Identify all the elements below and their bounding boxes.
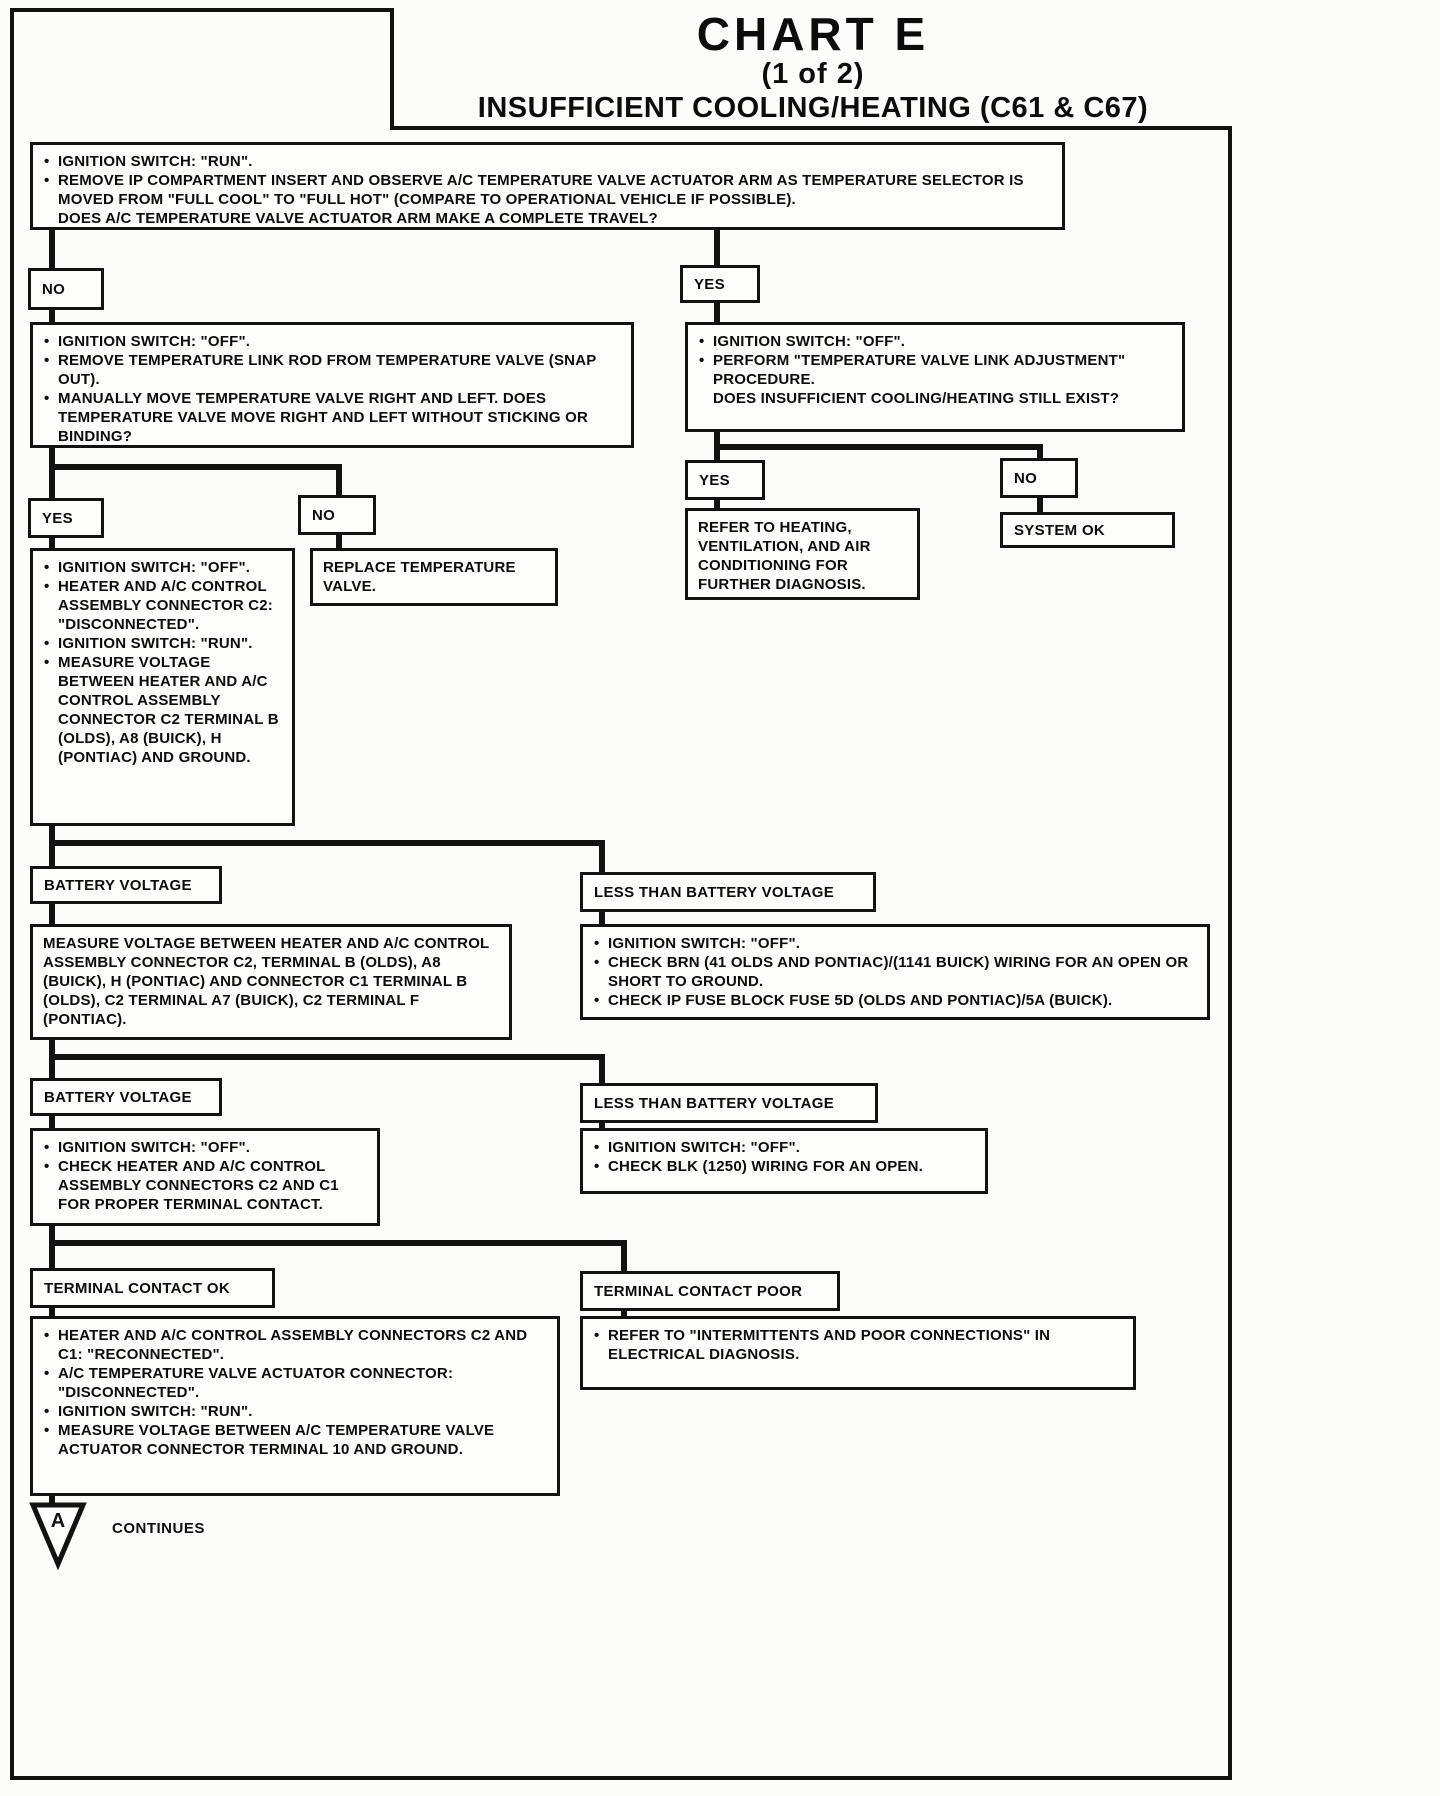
flow-line <box>714 303 720 322</box>
node-replace-valve <box>310 548 558 606</box>
chart-title-box <box>390 8 1232 130</box>
flow-line <box>49 228 55 268</box>
node-text: • REFER TO "INTERMITTENTS AND POOR CONNECTIONS" IN ELECTRICAL DIAGNOSIS. <box>593 1326 1123 1364</box>
node-text: • PERFORM "TEMPERATURE VALVE LINK ADJUSTMENT" PROCEDURE. <box>698 351 1172 389</box>
chart-title: CHART E <box>696 7 930 60</box>
result-label-text: TERMINAL CONTACT OK <box>44 1279 230 1297</box>
node-measure-c2-c1 <box>30 924 512 1040</box>
result-label-terminal-contact-poor <box>580 1271 840 1311</box>
flow-line <box>336 535 342 548</box>
decision-label-text: YES <box>694 275 725 293</box>
result-label-battery-voltage-1 <box>30 866 222 904</box>
result-label-terminal-contact-ok <box>30 1268 275 1308</box>
result-label-text: TERMINAL CONTACT POOR <box>594 1282 803 1300</box>
node-text: • IGNITION SWITCH: "OFF". <box>698 332 1172 351</box>
result-label-battery-voltage-2 <box>30 1078 222 1116</box>
decision-label-text: NO <box>312 506 336 524</box>
result-label-text: LESS THAN BATTERY VOLTAGE <box>594 883 835 901</box>
node-measure-actuator-terminal10 <box>30 1316 560 1496</box>
connector-a-triangle <box>28 1500 88 1570</box>
decision-label-no-2 <box>1000 458 1078 498</box>
flow-line <box>49 1116 55 1128</box>
node-text: • CHECK BLK (1250) WIRING FOR AN OPEN. <box>593 1157 975 1176</box>
result-label-text: BATTERY VOLTAGE <box>44 1088 192 1106</box>
node-refer-hvac <box>685 508 920 600</box>
decision-label-text: NO <box>42 280 66 298</box>
node-text: • IGNITION SWITCH: "OFF". <box>593 1138 975 1157</box>
node-text: • IGNITION SWITCH: "OFF". <box>43 558 282 577</box>
node-question: DOES INSUFFICIENT COOLING/HEATING STILL EXIST? <box>713 390 1120 407</box>
node-text: • A/C TEMPERATURE VALVE ACTUATOR CONNECTOR: "DISCONNECTED". <box>43 1364 547 1402</box>
decision-label-text: NO <box>1014 469 1038 487</box>
node-text: • MANUALLY MOVE TEMPERATURE VALVE RIGHT AND LEFT. DOES TEMPERATURE VALVE MOVE RIGHT AND LEFT WITHOUT STICKING OR BINDING? <box>43 389 621 446</box>
node-check-blk-wiring <box>580 1128 988 1194</box>
chart-subtitle: INSUFFICIENT COOLING/HEATING (C61 & C67) <box>477 91 1149 124</box>
node-text: • IGNITION SWITCH: "RUN". <box>43 634 282 653</box>
node-text: • REMOVE TEMPERATURE LINK ROD FROM TEMPERATURE VALVE (SNAP OUT). <box>43 351 621 389</box>
node-text: • CHECK HEATER AND A/C CONTROL ASSEMBLY CONNECTORS C2 AND C1 FOR PROPER TERMINAL CONTACT. <box>43 1157 367 1214</box>
chart-page-number: (1 of 2) <box>761 57 865 90</box>
connector-a-letter: A <box>50 1510 66 1532</box>
node-refer-intermittents <box>580 1316 1136 1390</box>
flow-line <box>49 1226 55 1268</box>
node-question: DOES A/C TEMPERATURE VALVE ACTUATOR ARM MAKE A COMPLETE TRAVEL? <box>58 210 658 227</box>
decision-label-text: YES <box>699 471 730 489</box>
flow-line <box>49 538 55 548</box>
flow-line <box>1037 498 1043 512</box>
flow-line <box>49 1240 627 1246</box>
node-text: MEASURE VOLTAGE BETWEEN HEATER AND A/C CONTROL ASSEMBLY CONNECTOR C2, TERMINAL B (OLDS), A8 (BUICK), H (PONTIAC) AND CONNECTOR C1 TERMINAL B (OLDS), C2 TERMINAL A7 (BUICK), C2 TERMINAL F (PONTIAC). <box>43 935 490 1028</box>
flow-line <box>714 228 720 266</box>
decision-label-yes-2 <box>685 460 765 500</box>
node-system-ok <box>1000 512 1175 548</box>
node-text: • IGNITION SWITCH: "RUN". <box>43 1402 547 1421</box>
flow-line <box>336 464 342 495</box>
flow-line <box>49 1054 605 1060</box>
decision-label-no-3 <box>298 495 376 535</box>
node-text: • REMOVE IP COMPARTMENT INSERT AND OBSERVE A/C TEMPERATURE VALVE ACTUATOR ARM AS TEMPERATURE SELECTOR IS MOVED FROM "FULL COOL" TO "FULL HOT" (COMPARE TO OPERATIONAL VEHICLE IF POSSIBLE). <box>43 171 1052 209</box>
flow-line <box>49 840 605 846</box>
flow-line <box>599 912 605 924</box>
node-text: SYSTEM OK <box>1014 521 1106 539</box>
node-text: • MEASURE VOLTAGE BETWEEN A/C TEMPERATURE VALVE ACTUATOR CONNECTOR TERMINAL 10 AND GROUND. <box>43 1421 547 1459</box>
node-perform-link-adjustment <box>685 322 1185 432</box>
node-text: • IGNITION SWITCH: "RUN". <box>43 152 1052 171</box>
node-check-actuator-travel <box>30 142 1065 230</box>
node-text: REFER TO HEATING, VENTILATION, AND AIR CONDITIONING FOR FURTHER DIAGNOSIS. <box>698 519 871 593</box>
node-text: • IGNITION SWITCH: "OFF". <box>593 934 1197 953</box>
flow-line <box>49 464 342 470</box>
flow-line <box>599 840 605 872</box>
node-text: • HEATER AND A/C CONTROL ASSEMBLY CONNECTORS C2 AND C1: "RECONNECTED". <box>43 1326 547 1364</box>
node-measure-c2-ground <box>30 548 295 826</box>
decision-label-yes-3 <box>28 498 104 538</box>
node-text: • IGNITION SWITCH: "OFF". <box>43 1138 367 1157</box>
result-label-less-than-battery-voltage-2 <box>580 1083 878 1123</box>
flow-line <box>49 448 55 498</box>
node-text: • IGNITION SWITCH: "OFF". <box>43 332 621 351</box>
node-check-terminal-contact <box>30 1128 380 1226</box>
flow-line <box>49 904 55 924</box>
flow-line <box>714 444 1043 450</box>
flow-line <box>1037 444 1043 458</box>
node-text: • CHECK BRN (41 OLDS AND PONTIAC)/(1141 BUICK) WIRING FOR AN OPEN OR SHORT TO GROUND. <box>593 953 1197 991</box>
node-text: REPLACE TEMPERATURE VALVE. <box>323 559 516 595</box>
node-text: • CHECK IP FUSE BLOCK FUSE 5D (OLDS AND PONTIAC)/5A (BUICK). <box>593 991 1197 1010</box>
node-check-brn-wiring <box>580 924 1210 1020</box>
continues-label: CONTINUES <box>112 1520 205 1537</box>
decision-label-yes-1 <box>680 265 760 303</box>
decision-label-text: YES <box>42 509 73 527</box>
node-text: • MEASURE VOLTAGE BETWEEN HEATER AND A/C CONTROL ASSEMBLY CONNECTOR C2 TERMINAL B (OLDS), A8 (BUICK), H (PONTIAC) AND GROUND. <box>43 653 282 767</box>
flow-line <box>49 826 55 866</box>
decision-label-no-1 <box>28 268 104 310</box>
flow-line <box>599 1054 605 1083</box>
node-text: • HEATER AND A/C CONTROL ASSEMBLY CONNECTOR C2: "DISCONNECTED". <box>43 577 282 634</box>
flow-line <box>621 1240 627 1271</box>
result-label-text: BATTERY VOLTAGE <box>44 876 192 894</box>
node-check-valve-movement <box>30 322 634 448</box>
result-label-text: LESS THAN BATTERY VOLTAGE <box>594 1094 835 1112</box>
result-label-less-than-battery-voltage-1 <box>580 872 876 912</box>
